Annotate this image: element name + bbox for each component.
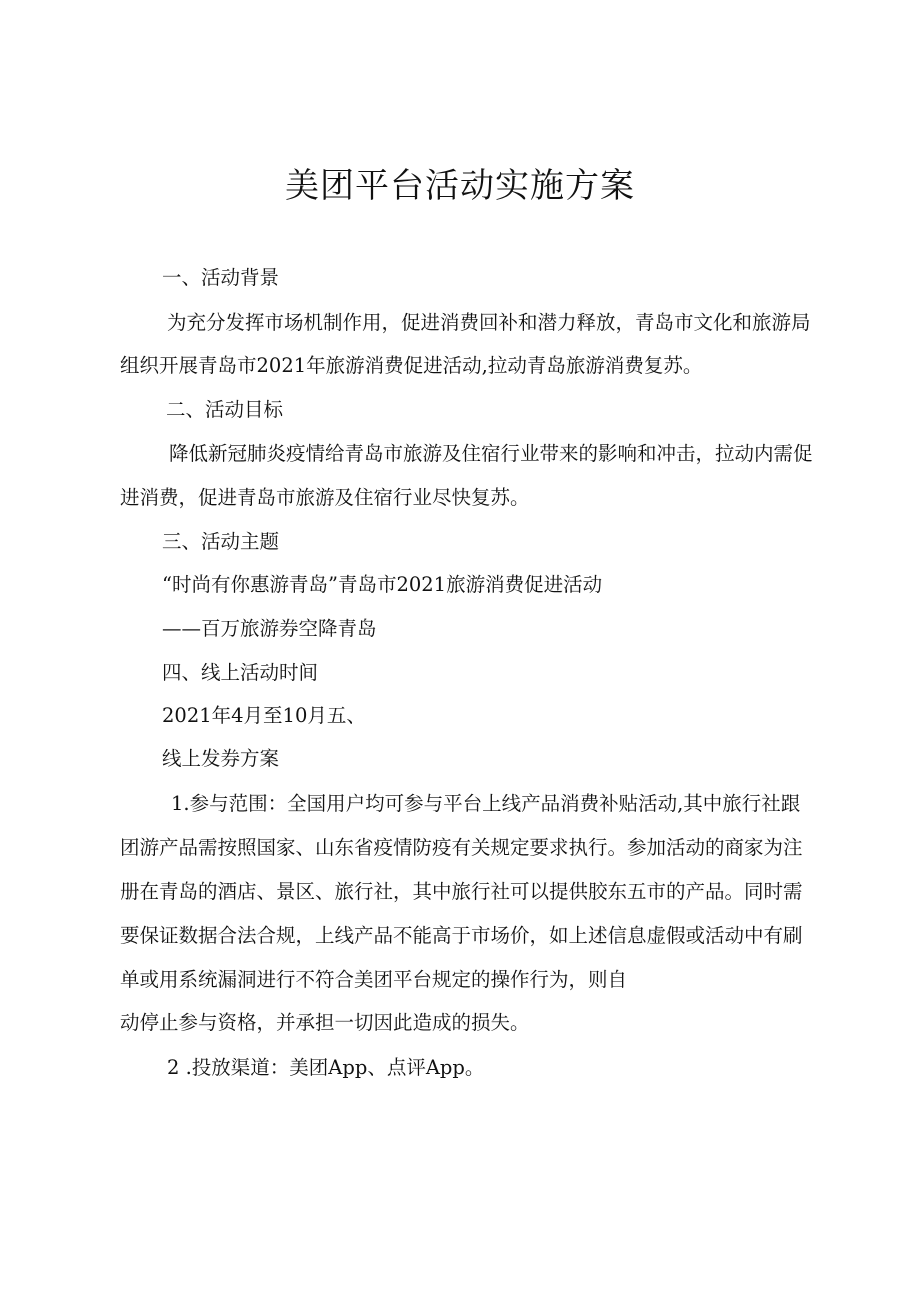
section-heading-background: 一、活动背景 <box>162 266 280 289</box>
paragraph-line: 册在青岛的酒店、景区、旅行社，其中旅行社可以提供胶东五市的产品。同时需 <box>120 880 803 903</box>
section-heading-coupon: 线上发券方案 <box>162 747 280 770</box>
section-heading-time: 四、线上活动时间 <box>162 661 319 684</box>
section-heading-goal: 二、活动目标 <box>166 398 284 421</box>
paragraph-line: 组织开展青岛市2021年旅游消费促进活动,拉动青岛旅游消费复苏。 <box>120 354 703 377</box>
paragraph-line: 2 .投放渠道：美团App、点评App。 <box>167 1056 485 1079</box>
section-heading-theme: 三、活动主题 <box>162 530 280 553</box>
paragraph-line: 动停止参与资格，并承担一切因此造成的损失。 <box>120 1011 530 1034</box>
paragraph-line: “时尚有你惠游青岛”青岛市2021旅游消费促进活动 <box>162 573 603 596</box>
document-title: 美团平台活动实施方案 <box>285 166 635 206</box>
paragraph-line: 2021年4月至10月五、 <box>162 704 366 727</box>
paragraph-line: ——百万旅游券空降青岛 <box>162 617 377 640</box>
paragraph-line: 单或用系统漏洞进行不符合美团平台规定的操作行为，则自 <box>120 968 628 991</box>
paragraph-line: 团游产品需按照国家、山东省疫情防疫有关规定要求执行。参加活动的商家为注 <box>120 836 803 859</box>
paragraph-line: 1.参与范围：全国用户均可参与平台上线产品消费补贴活动,其中旅行社跟 <box>171 792 801 815</box>
paragraph-line: 要保证数据合法合规，上线产品不能高于市场价，如上述信息虚假或活动中有刷 <box>120 924 803 947</box>
paragraph-line: 为充分发挥市场机制作用，促进消费回补和潜力释放，青岛市文化和旅游局 <box>167 311 811 334</box>
paragraph-line: 降低新冠肺炎疫情给青岛市旅游及住宿行业带来的影响和冲击，拉动内需促 <box>169 442 813 465</box>
paragraph-line: 进消费，促进青岛市旅游及住宿行业尽快复苏。 <box>120 486 530 509</box>
